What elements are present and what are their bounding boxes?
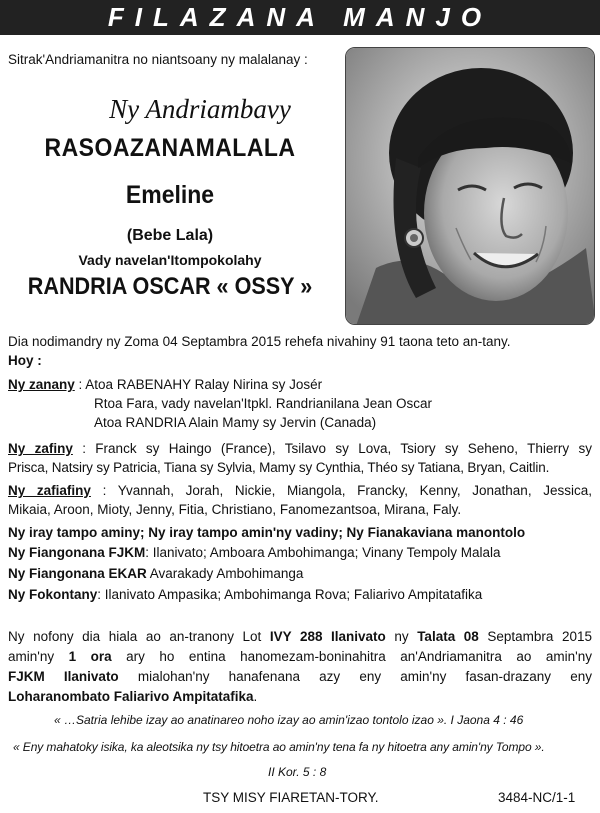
quote-corinthians: « Eny mahatoky isika, ka aleotsika ny tsy hitoetra ao amin'ny tena fa ny hitoetra any amin'ny Tompo ». (13, 740, 545, 754)
header-title: FILAZANA MANJO (0, 0, 600, 35)
great-grandchildren-line-1: Ny zafiafiny : Yvannah, Jorah, Nickie, Miangola, Francky, Kenny, Jonathan, Jessica, (8, 483, 592, 498)
children-line-2: Rtoa Fara, vady navelan'Itpkl. Randrianilana Jean Oscar (94, 396, 433, 411)
grandchildren-label: Ny zafiny (8, 441, 73, 456)
great-grandchildren-label: Ny zafiafiny (8, 483, 91, 498)
intro-text: Sitrak'Andriamanitra no niantsoany ny malalanay : (8, 52, 308, 67)
children-name-1: Atoa RABENAHY Ralay Nirina sy Josér (85, 377, 323, 392)
funeral-line-2: amin'ny 1 ora ary ho entina hanomezam-boninahitra an'Andriamanitra ao amin'ny (8, 649, 592, 664)
funeral-line-4: Loharanombato Faliarivo Ampitatafika. (8, 689, 258, 704)
hoy-label: Hoy : (8, 353, 42, 368)
deceased-nickname: (Bebe Lala) (126, 227, 214, 244)
children-line-1: Ny zanany : Atoa RABENAHY Ralay Nirina sy Josér (8, 377, 323, 392)
great-grandchildren-line-2: Mikaia, Aroon, Mioty, Jenny, Fitia, Christiano, Fanomezantsoa, Mirana, Faly. (8, 502, 462, 517)
children-line-3: Atoa RANDRIA Alain Mamy sy Jervin (Canada) (94, 415, 377, 430)
quote-john: « …Satria lehibe izay ao anatinareo noho izay ao amin'izao tontolo izao ». I Jaona 4 : 46 (54, 713, 524, 727)
deceased-surname: RASOAZANAMALALA (44, 134, 296, 162)
portrait-photo (345, 47, 595, 325)
spouse-name: RANDRIA OSCAR « OSSY » (27, 273, 313, 300)
grandchildren-line-1: Ny zafiny : Franck sy Haingo (France), Tsilavo sy Lova, Tsiory sy Seheno, Thierry sy (8, 441, 592, 456)
no-wake-note: TSY MISY FIARETAN-TORY. (203, 790, 379, 805)
church-fjkm: Ny Fiangonana FJKM: Ilanivato; Amboara Ambohimanga; Vinany Tempoly Malala (8, 545, 501, 560)
church-ekar: Ny Fiangonana EKAR Avarakady Ambohimanga (8, 566, 304, 581)
reference-number: 3484-NC/1-1 (498, 790, 576, 805)
death-announcement: Dia nodimandry ny Zoma 04 Septambra 2015 rehefa nivahiny 91 taona teto an-tany. (8, 334, 511, 349)
children-label: Ny zanany (8, 377, 75, 392)
fokontany: Ny Fokontany: Ilanivato Ampasika; Ambohimanga Rova; Faliarivo Ampitatafika (8, 587, 483, 602)
quote-corinthians-ref: II Kor. 5 : 8 (268, 765, 327, 779)
portrait-image (346, 48, 595, 325)
grandchildren-line-2: Prisca, Natsiry sy Patricia, Tiana sy Sylvia, Mamy sy Cynthia, Théo sy Tatiana, Bryan, Caitlin. (8, 460, 550, 475)
funeral-line-3: FJKM Ilanivato mialohan'ny hanafenana azy eny amin'ny fasan-drazany eny (8, 669, 592, 684)
funeral-line-1: Ny nofony dia hiala ao an-tranony Lot IVY 288 Ilanivato ny Talata 08 Septambra 2015 (8, 629, 592, 644)
family-line: Ny iray tampo aminy; Ny iray tampo amin'ny vadiny; Ny Fianakaviana manontolo (8, 525, 526, 540)
spouse-label: Vady navelan'Itompokolahy (78, 252, 262, 268)
deceased-firstname: Emeline (125, 181, 215, 209)
deceased-title: Ny Andriambavy (109, 94, 291, 124)
